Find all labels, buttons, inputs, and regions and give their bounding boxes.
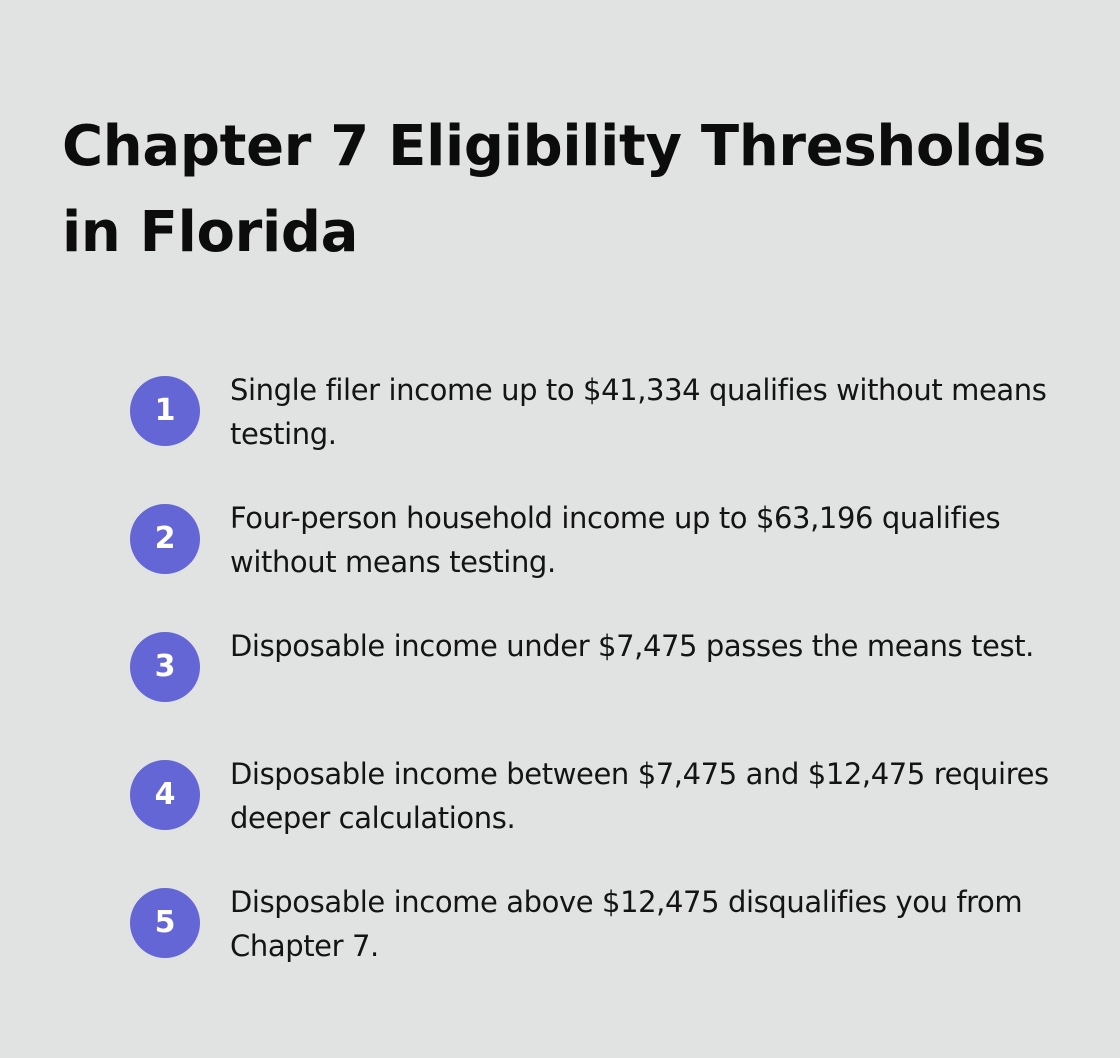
list-item-text: Disposable income between $7,475 and $12,475 requires deeper calculations. xyxy=(230,757,1049,835)
step-number-badge: 5 xyxy=(130,888,200,958)
list-item-text: Disposable income above $12,475 disqualifies you from Chapter 7. xyxy=(230,885,1023,963)
step-number-badge: 3 xyxy=(130,632,200,702)
list-item xyxy=(130,878,1070,1006)
list-item xyxy=(130,750,1070,878)
page-title: Chapter 7 Eligibility Thresholds in Florida xyxy=(62,114,1046,265)
list-item xyxy=(130,366,1070,494)
list-item xyxy=(130,622,1070,750)
list-item-text: Disposable income under $7,475 passes the means test. xyxy=(230,629,1034,663)
list-item xyxy=(130,494,1070,622)
step-number-badge: 1 xyxy=(130,376,200,446)
list-item-text: Four-person household income up to $63,196 qualifies without means testing. xyxy=(230,501,1001,579)
step-number-badge: 2 xyxy=(130,504,200,574)
list-item-text: Single filer income up to $41,334 qualifies without means testing. xyxy=(230,373,1047,451)
step-number-badge: 4 xyxy=(130,760,200,830)
threshold-list xyxy=(130,366,1070,1006)
